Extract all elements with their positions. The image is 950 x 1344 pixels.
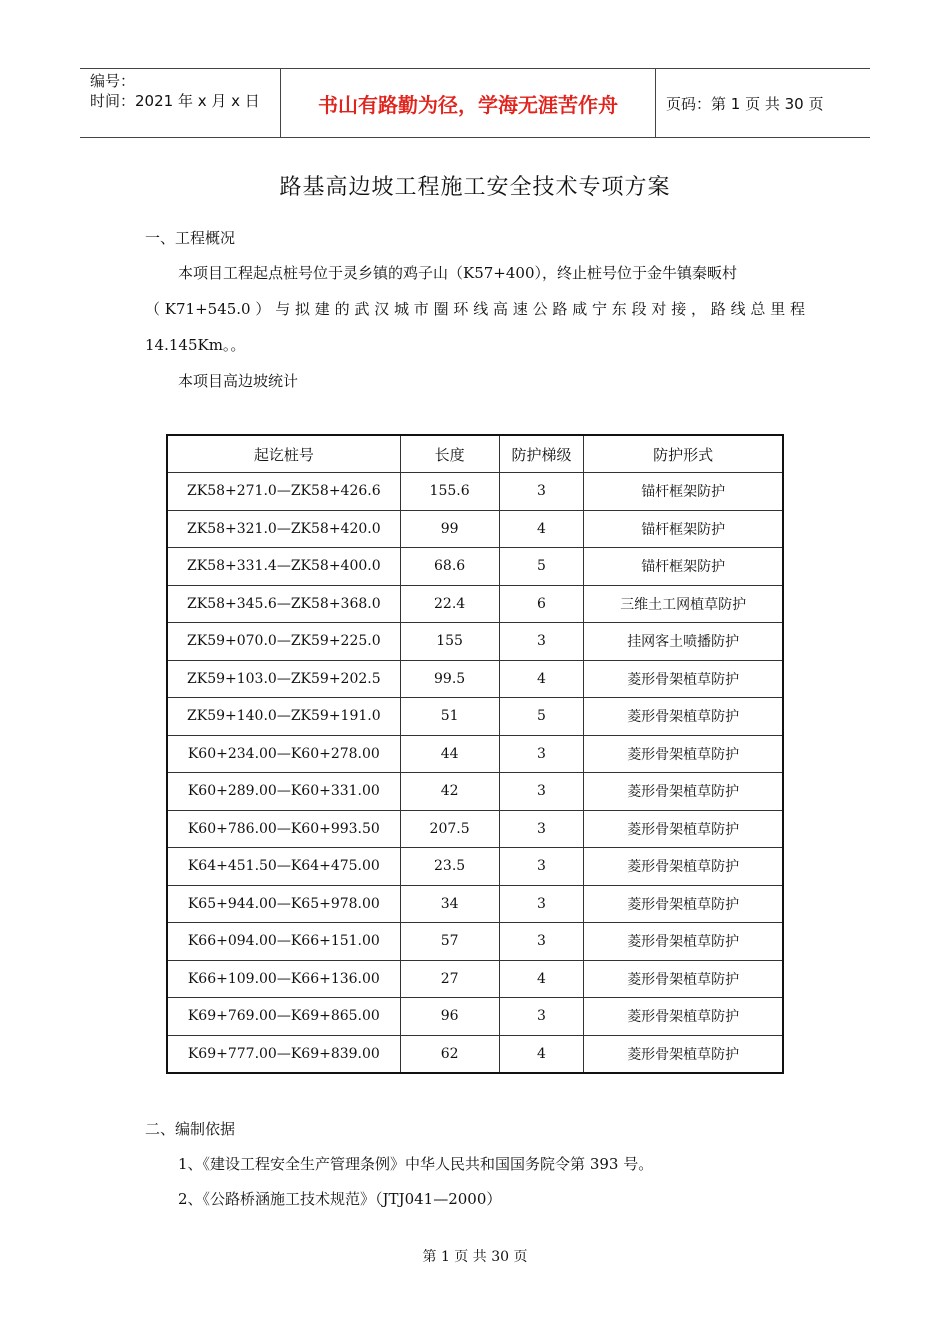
slope-statistics-table (166, 434, 784, 1074)
cell-length: 44 (400, 735, 499, 773)
cell-station: ZK59+070.0—ZK59+225.0 (167, 623, 400, 661)
cell-steps: 3 (499, 848, 584, 886)
document-title: 路基高边坡工程施工安全技术专项方案 (279, 175, 671, 200)
stat-caption: 本项目高边坡统计 (178, 372, 299, 390)
cell-steps: 5 (499, 548, 584, 586)
table-header-row (167, 435, 783, 473)
cell-protection: 锚杆框架防护 (584, 510, 783, 548)
cell-steps: 3 (499, 810, 584, 848)
cell-station: ZK59+140.0—ZK59+191.0 (167, 698, 400, 736)
table-row (167, 585, 783, 623)
basis-item-2: 2、《公路桥涵施工技术规范》（JTJ041—2000） (178, 1190, 502, 1208)
cell-steps: 3 (499, 998, 584, 1036)
col-header-station: 起讫桩号 (167, 435, 400, 473)
cell-station: K60+289.00—K60+331.00 (167, 773, 400, 811)
cell-protection: 菱形骨架植草防护 (584, 885, 783, 923)
table-row (167, 960, 783, 998)
cell-steps: 3 (499, 773, 584, 811)
section1-heading: 一、工程概况 (145, 229, 236, 247)
col-header-steps: 防护梯级 (499, 435, 584, 473)
cell-protection: 菱形骨架植草防护 (584, 998, 783, 1036)
cell-station: ZK58+321.0—ZK58+420.0 (167, 510, 400, 548)
serial-label: 编号： (90, 72, 136, 90)
cell-station: K60+234.00—K60+278.00 (167, 735, 400, 773)
table-row (167, 848, 783, 886)
cell-length: 96 (400, 998, 499, 1036)
cell-protection: 菱形骨架植草防护 (584, 848, 783, 886)
cell-length: 51 (400, 698, 499, 736)
table-row (167, 510, 783, 548)
cell-protection: 锚杆框架防护 (584, 548, 783, 586)
table-row (167, 473, 783, 511)
basis-item-1: 1、《建设工程安全生产管理条例》中华人民共和国国务院令第 393 号。 (178, 1155, 654, 1173)
cell-protection: 菱形骨架植草防护 (584, 773, 783, 811)
time-label: 时间：2021 年 x 月 x 日 (90, 92, 260, 110)
cell-protection: 三维土工网植草防护 (584, 585, 783, 623)
header-motto: 书山有路勤为径，学海无涯苦作舟 (280, 69, 656, 137)
cell-steps: 4 (499, 660, 584, 698)
cell-length: 155.6 (400, 473, 499, 511)
cell-length: 62 (400, 1035, 499, 1073)
header-meta (80, 69, 280, 137)
cell-station: K60+786.00—K60+993.50 (167, 810, 400, 848)
table-row (167, 698, 783, 736)
table-row (167, 623, 783, 661)
cell-length: 99 (400, 510, 499, 548)
section2-heading: 二、编制依据 (145, 1120, 236, 1138)
cell-steps: 4 (499, 960, 584, 998)
cell-steps: 3 (499, 473, 584, 511)
cell-steps: 3 (499, 735, 584, 773)
cell-station: ZK58+345.6—ZK58+368.0 (167, 585, 400, 623)
table-row (167, 885, 783, 923)
table-row (167, 548, 783, 586)
cell-protection: 菱形骨架植草防护 (584, 1035, 783, 1073)
cell-length: 22.4 (400, 585, 499, 623)
cell-steps: 4 (499, 1035, 584, 1073)
cell-length: 99.5 (400, 660, 499, 698)
cell-station: ZK58+271.0—ZK58+426.6 (167, 473, 400, 511)
cell-protection: 菱形骨架植草防护 (584, 660, 783, 698)
cell-protection: 菱形骨架植草防护 (584, 698, 783, 736)
table-row (167, 1035, 783, 1073)
col-header-length: 长度 (400, 435, 499, 473)
table-row (167, 998, 783, 1036)
cell-steps: 6 (499, 585, 584, 623)
section1-line1: 本项目工程起点桩号位于灵乡镇的鸡子山（K57+400），终止桩号位于金牛镇秦畈村 (178, 264, 737, 282)
header-page-info: 页码：第 1 页 共 30 页 (666, 94, 824, 113)
cell-length: 57 (400, 923, 499, 961)
page-footer: 第 1 页 共 30 页 (422, 1249, 528, 1265)
table-row (167, 660, 783, 698)
table-row (167, 923, 783, 961)
cell-station: K69+769.00—K69+865.00 (167, 998, 400, 1036)
cell-station: K64+451.50—K64+475.00 (167, 848, 400, 886)
section1-line3: 14.145Km。。 (145, 336, 246, 354)
cell-length: 34 (400, 885, 499, 923)
page-header (80, 68, 870, 138)
cell-length: 27 (400, 960, 499, 998)
col-header-protection: 防护形式 (584, 435, 783, 473)
cell-station: ZK58+331.4—ZK58+400.0 (167, 548, 400, 586)
cell-steps: 4 (499, 510, 584, 548)
cell-protection: 菱形骨架植草防护 (584, 960, 783, 998)
cell-steps: 3 (499, 623, 584, 661)
table-row (167, 810, 783, 848)
cell-station: K66+094.00—K66+151.00 (167, 923, 400, 961)
cell-protection: 菱形骨架植草防护 (584, 810, 783, 848)
table-body (167, 473, 783, 1074)
cell-protection: 菱形骨架植草防护 (584, 735, 783, 773)
cell-station: K69+777.00—K69+839.00 (167, 1035, 400, 1073)
cell-length: 23.5 (400, 848, 499, 886)
table-row (167, 735, 783, 773)
cell-length: 68.6 (400, 548, 499, 586)
cell-protection: 挂网客土喷播防护 (584, 623, 783, 661)
cell-station: ZK59+103.0—ZK59+202.5 (167, 660, 400, 698)
cell-steps: 3 (499, 885, 584, 923)
cell-length: 42 (400, 773, 499, 811)
section1-line2: （K71+545.0）与拟建的武汉城市圈环线高速公路咸宁东段对接，路线总里程 (145, 300, 805, 318)
cell-length: 155 (400, 623, 499, 661)
cell-station: K66+109.00—K66+136.00 (167, 960, 400, 998)
cell-steps: 3 (499, 923, 584, 961)
cell-station: K65+944.00—K65+978.00 (167, 885, 400, 923)
cell-protection: 锚杆框架防护 (584, 473, 783, 511)
cell-length: 207.5 (400, 810, 499, 848)
table-row (167, 773, 783, 811)
cell-protection: 菱形骨架植草防护 (584, 923, 783, 961)
cell-steps: 5 (499, 698, 584, 736)
